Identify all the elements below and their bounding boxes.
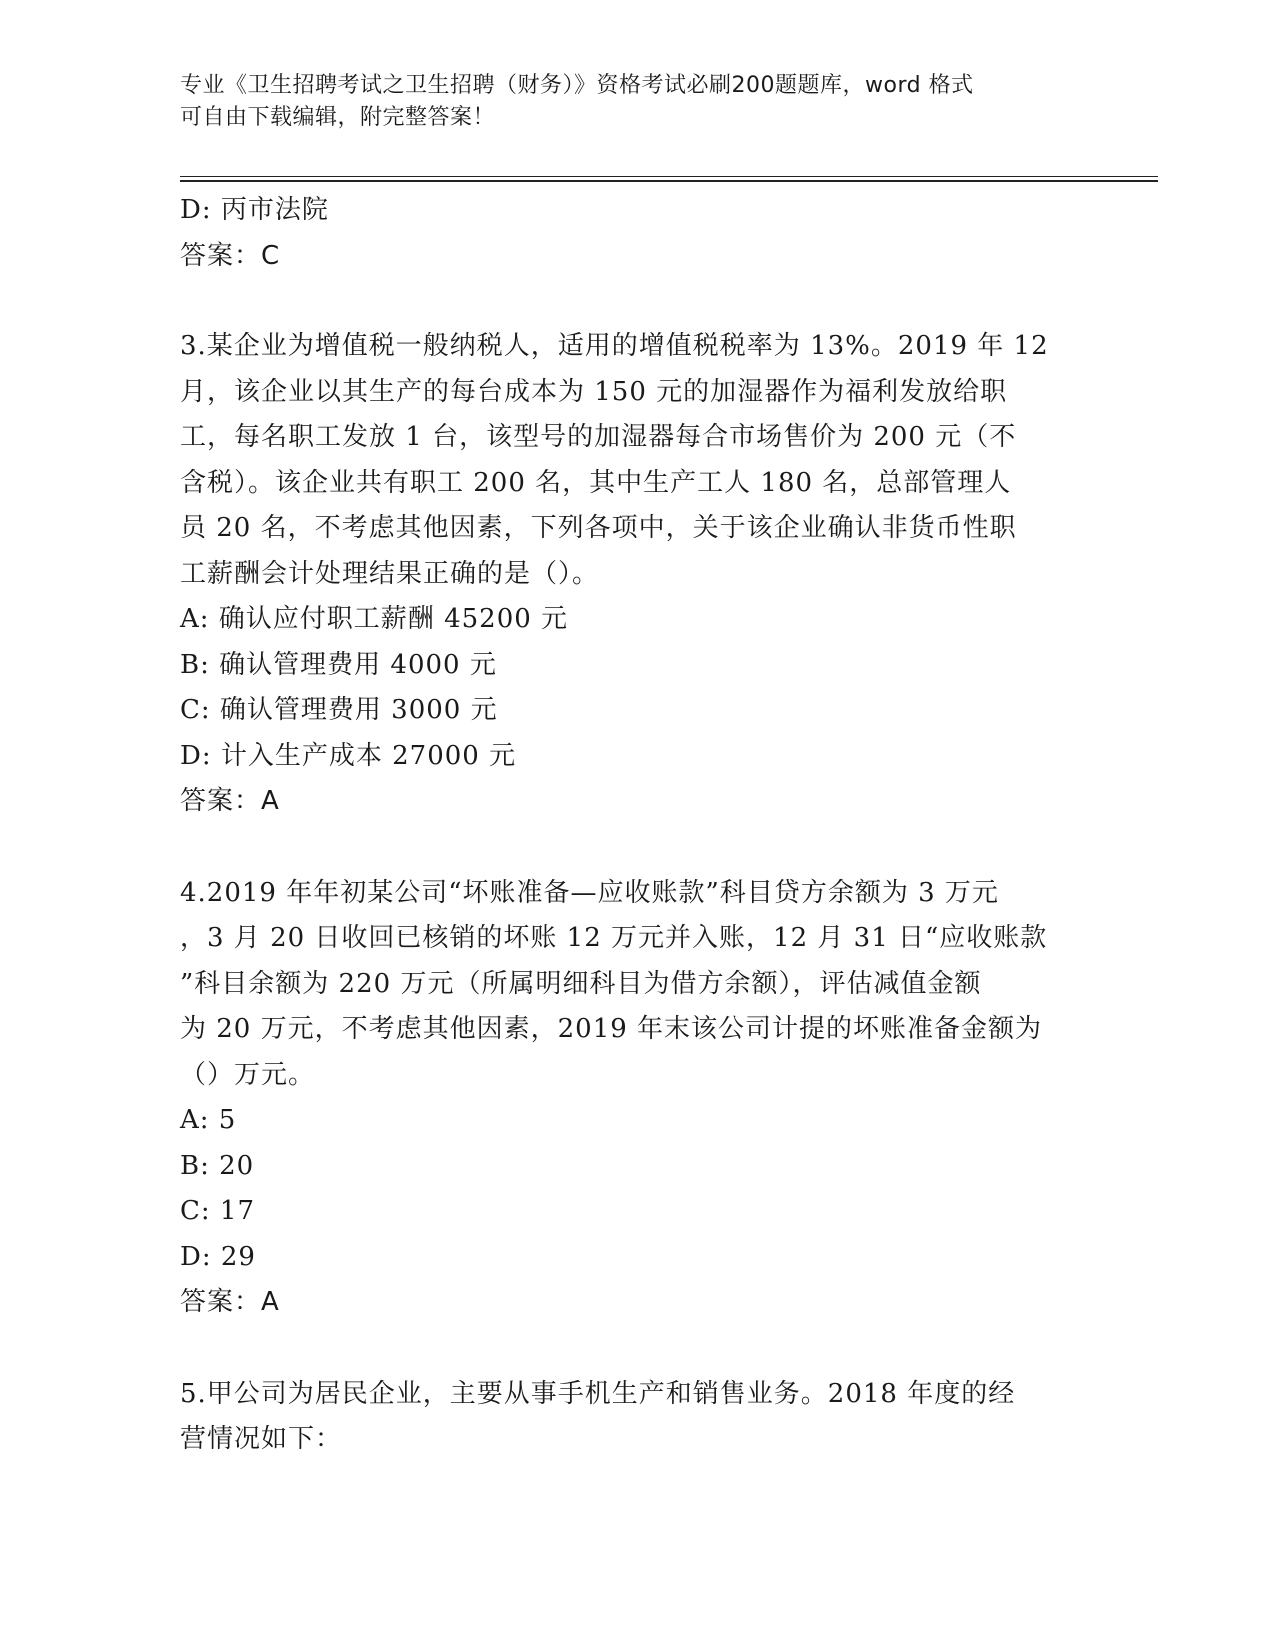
option-a: A: 确认应付职工薪酬 45200 元 [180,604,569,634]
question-text-line: ”科目余额为 220 万元（所属明细科目为借方余额），评估减值金额 [180,968,982,999]
question-text-line: 3.某企业为增值税一般纳税人，适用的增值税税率为 13%。2019 年 12 [180,331,1049,361]
question-text-line: 员 20 名，不考虑其他因素，下列各项中，关于该企业确认非货币性职 [180,513,1017,543]
question-text-line: 工，每名职工发放 1 台，该型号的加湿器每合市场售价为 200 元（不 [180,422,1017,452]
answer: 答案：A [180,786,280,816]
question-3 [180,324,1080,825]
option-c: C: 17 [180,1196,256,1226]
header-rule-thick [180,180,1158,182]
question-5 [180,1372,1080,1463]
option-a: A: 5 [180,1105,237,1135]
answer: 答案：C [180,240,281,271]
option-d: D: 29 [180,1241,256,1272]
question-text-line: 营情况如下： [180,1424,343,1454]
question-4 [180,871,1080,1326]
question-text-line: 月，该企业以其生产的每台成本为 150 元的加湿器作为福利发放给职 [180,376,1008,407]
option-b: B: 确认管理费用 4000 元 [180,649,497,680]
question-text-line: 为 20 万元，不考虑其他因素，2019 年末该公司计提的坏账准备金额为 [180,1014,1043,1044]
question-text-line: ，3 月 20 日收回已核销的坏账 12 万元并入账，12 月 31 日“应收账款 [180,923,1048,953]
option-c: C: 确认管理费用 3000 元 [180,695,498,725]
option-b: B: 20 [180,1150,255,1181]
question-text-line: 工薪酬会计处理结果正确的是（）。 [180,558,600,589]
header-line-1: 专业《卫生招聘考试之卫生招聘（财务）》资格考试必刷200题题库，word 格式 [180,73,974,98]
header-rule-thin [180,176,1158,177]
question-text-line: （）万元。 [180,1059,316,1090]
option-d: D: 丙市法院 [180,195,329,225]
document-header [180,70,1060,134]
question-text-line: 5.甲公司为居民企业，主要从事手机生产和销售业务。2018 年度的经 [180,1378,1016,1409]
question-2-tail [180,188,1080,279]
question-text-line: 含税）。该企业共有职工 200 名，其中生产工人 180 名，总部管理人 [180,467,1012,498]
answer: 答案：A [180,1287,280,1317]
question-text-line: 4.2019 年年初某公司“坏账准备—应收账款”科目贷方余额为 3 万元 [180,877,999,908]
document-body [180,188,1080,1463]
option-d: D: 计入生产成本 27000 元 [180,740,517,771]
header-line-2: 可自由下载编辑，附完整答案！ [180,105,496,130]
